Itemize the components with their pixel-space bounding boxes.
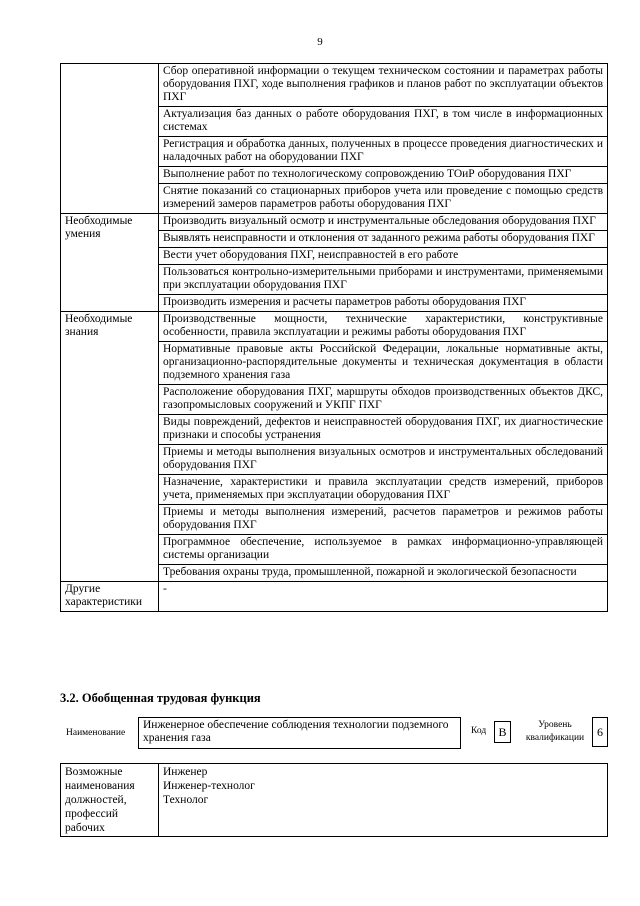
row-item: Производить измерения и расчеты параметров работы оборудования ПХГ (159, 295, 608, 312)
row-item: Выполнение работ по технологическому сопровождению ТОиР оборудования ПХГ (159, 167, 608, 184)
level-value: 6 (592, 717, 608, 747)
row-item: Регистрация и обработка данных, полученных в процессе проведения диагностических и наладочных работ на оборудовании ПХГ (159, 137, 608, 167)
code-value: В (494, 721, 511, 743)
row-item: Расположение оборудования ПХГ, маршруты обходов производственных объектов ДКС, газопромысловых сооружений и УКПГ ПХГ (159, 385, 608, 415)
row-item: Снятие показаний со стационарных приборов учета или проведение с помощью средств измерений замеров параметров работы оборудования ПХГ (159, 184, 608, 214)
row-item: - (159, 582, 608, 612)
table-row (61, 64, 608, 107)
positions-table (60, 763, 608, 837)
row-item: Требования охраны труда, промышленной, пожарной и экологической безопасности (159, 565, 608, 582)
page-number: 9 (317, 36, 323, 48)
row-item: Выявлять неисправности и отклонения от заданного режима работы оборудования ПХГ (159, 231, 608, 248)
row-item: Вести учет оборудования ПХГ, неисправностей в его работе (159, 248, 608, 265)
row-item: Производственные мощности, технические характеристики, конструктивные особенности, правила эксплуатации и режимы работы оборудования ПХГ (159, 312, 608, 342)
row-item: Приемы и методы выполнения измерений, расчетов параметров и режимов работы оборудования ПХГ (159, 505, 608, 535)
code-label: Код (471, 726, 487, 736)
skills-table (60, 63, 608, 612)
positions-label: Возможные наименования должностей, профессий рабочих (61, 764, 159, 837)
function-name-row (60, 714, 608, 752)
positions-list (159, 764, 608, 837)
row-item: Сбор оперативной информации о текущем техническом состоянии и параметрах работы оборудования ПХГ, ходе выполнения графиков и планов работ по эксплуатации объектов ПХГ (159, 64, 608, 107)
name-value: Инженерное обеспечение соблюдения технологии подземного хранения газа (138, 717, 461, 749)
row-item: Программное обеспечение, используемое в рамках информационно-управляющей системы организации (159, 535, 608, 565)
row-item: Назначение, характеристики и правила эксплуатации средств измерений, приборов учета, применяемых при эксплуатации оборудования ПХГ (159, 475, 608, 505)
position-item: Инженер (163, 766, 208, 778)
row-item: Пользоваться контрольно-измерительными приборами и инструментами, применяемыми при эксплуатации оборудования ПХГ (159, 265, 608, 295)
row-item: Производить визуальный осмотр и инструментальные обследования оборудования ПХГ (159, 214, 608, 231)
row-label: Необходимые знания (61, 312, 159, 582)
table-row (61, 582, 608, 612)
name-label: Наименование (66, 728, 126, 738)
row-label (61, 64, 159, 214)
row-item: Нормативные правовые акты Российской Федерации, локальные нормативные акты, организационно-распорядительные документы и техническая документация в области подземного хранения газа (159, 342, 608, 385)
table-row (61, 312, 608, 342)
row-item: Приемы и методы выполнения визуальных осмотров и инструментальных обследований оборудования ПХГ (159, 445, 608, 475)
row-label: Другие характеристики (61, 582, 159, 612)
level-label: Уровень квалификации (525, 720, 585, 743)
section-title: 3.2. Обобщенная трудовая функция (60, 691, 261, 705)
position-item: Технолог (163, 794, 209, 806)
table-row (61, 214, 608, 231)
row-item: Актуализация баз данных о работе оборудования ПХГ, в том числе в информационных системах (159, 107, 608, 137)
row-item: Виды повреждений, дефектов и неисправностей оборудования ПХГ, их диагностические признаки и способы устранения (159, 415, 608, 445)
position-item: Инженер-технолог (163, 780, 255, 792)
row-label: Необходимые умения (61, 214, 159, 312)
positions-row (61, 764, 608, 837)
